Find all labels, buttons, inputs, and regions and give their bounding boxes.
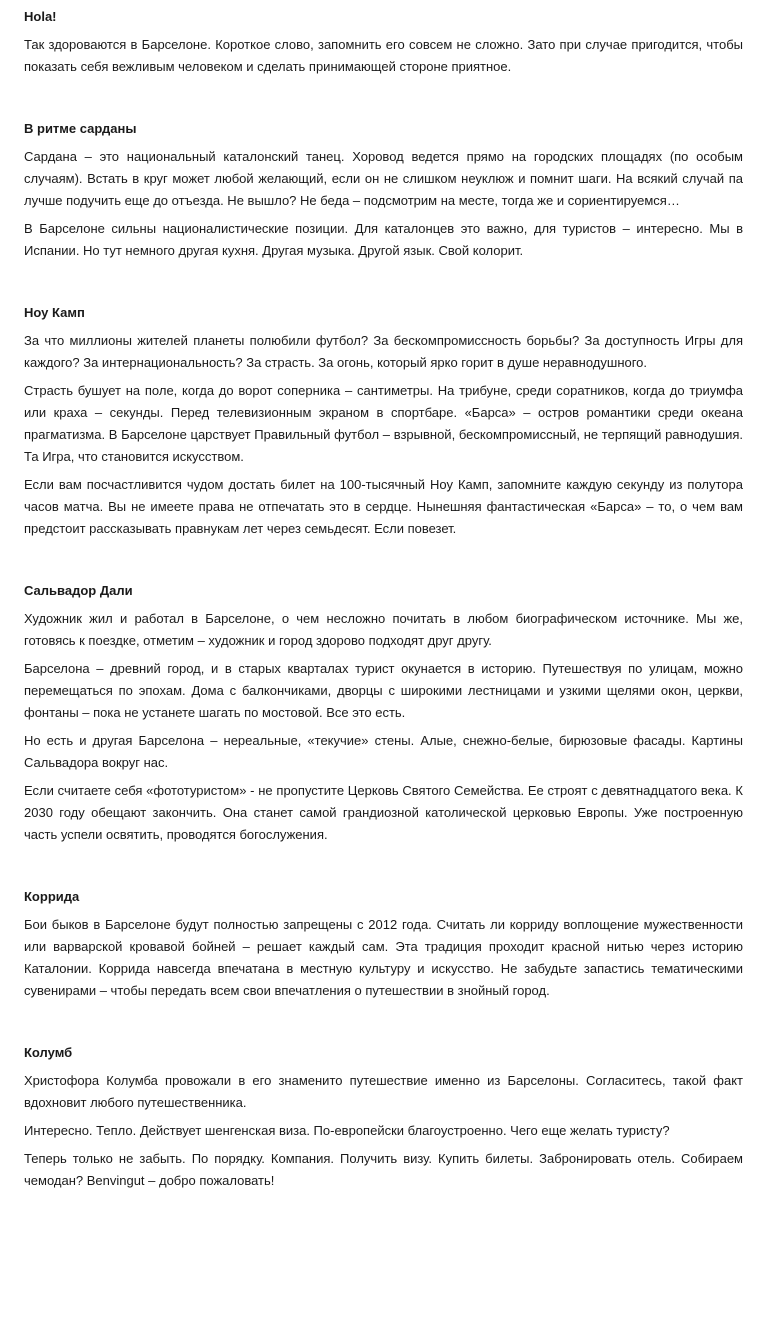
paragraph: Бои быков в Барселоне будут полностью запрещены с 2012 года. Считать ли корриду воплощение мужественности или варварской кровавой бойней – решает каждый сам. Эта традиция проходит красной нитью через историю Каталонии. Коррида навсегда впечатана в местную культуру и искусство. Не забудьте запастись тематическими сувенирами – чтобы передать всем свои впечатления о путешествии в знойный город.	[24, 917, 743, 998]
section-sardana	[24, 118, 743, 262]
paragraph: Теперь только не забыть. По порядку. Компания. Получить визу. Купить билеты. Забронировать отель. Собираем чемодан? Benvingut – добро пожаловать!	[24, 1151, 743, 1188]
paragraph: Если считаете себя «фототуристом» - не пропустите Церковь Святого Семейства. Ее строят с девятнадцатого века. К 2030 году обещают закончить. Она станет самой грандиозной католической церковью Европы. Уже построенную часть успели освятить, проводятся богослужения.	[24, 783, 743, 842]
paragraph: Интересно. Тепло. Действует шенгенская виза. По-европейски благоустроенно. Чего еще желать туристу?	[24, 1123, 670, 1138]
paragraph: Так здороваются в Барселоне. Короткое слово, запомнить его совсем не сложно. Зато при случае пригодится, чтобы показать себя вежливым человеком и сделать принимающей стороне приятное.	[24, 37, 743, 74]
paragraph: Художник жил и работал в Барселоне, о чем несложно почитать в любом биографическом источнике. Мы же, готовясь к поездке, отметим – художник и город здорово подходят друг другу.	[24, 611, 743, 648]
section-dali	[24, 580, 743, 846]
paragraph: Страсть бушует на поле, когда до ворот соперника – сантиметры. На трибуне, среди соратников, когда до триумфа или краха – секунды. Перед телевизионным экраном в спортбаре. «Барса» – остров романтики среди океана прагматизма. В Барселоне царствует Правильный футбол – взрывной, бескомпромиссный, не терпящий равнодушия. Та Игра, что становится искусством.	[24, 383, 743, 464]
section-columbus	[24, 1042, 743, 1192]
paragraph: Барселона – древний город, и в старых кварталах турист окунается в историю. Путешествуя по улицам, можно перемещаться по эпохам. Дома с балкончиками, дворцы с широкими лестницами и узкими щелями окон, церкви, фонтаны – пока не устанете шагать по мостовой. Все это есть.	[24, 661, 743, 720]
section-heading: Коррида	[24, 889, 80, 904]
paragraph: Сардана – это национальный каталонский танец. Хоровод ведется прямо на городских площадях (по особым случаям). Встать в круг может любой желающий, если он не слишком неуклюж и помнит шаги. На всякий случай па лучше подучить еще до отъезда. Не вышло? Не беда – подсмотрим на месте, тогда же и сориентируемся…	[24, 149, 743, 208]
section-heading: Колумб	[24, 1045, 73, 1060]
paragraph: Христофора Колумба провожали в его знаменито путешествие именно из Барселоны. Согласитесь, такой факт вдохновит любого путешественника.	[24, 1073, 743, 1110]
section-heading: Сальвадор Дали	[24, 583, 133, 598]
section-heading: Ноу Камп	[24, 305, 85, 320]
paragraph: Но есть и другая Барселона – нереальные, «текучие» стены. Алые, снежно-белые, бирюзовые фасады. Картины Сальвадора вокруг нас.	[24, 733, 743, 770]
section-heading: Hola!	[24, 9, 57, 24]
section-camp-nou	[24, 302, 743, 540]
paragraph: В Барселоне сильны националистические позиции. Для каталонцев это важно, для туристов – интересно. Мы в Испании. Но тут немного другая кухня. Другая музыка. Другой язык. Свой колорит.	[24, 221, 743, 258]
section-hola	[24, 6, 743, 78]
paragraph: За что миллионы жителей планеты полюбили футбол? За бескомпромиссность борьбы? За доступность Игры для каждого? За интернациональность? За страсть. За огонь, который ярко горит в душе неравнодушного.	[24, 333, 743, 370]
section-corrida	[24, 886, 743, 1002]
section-heading: В ритме сарданы	[24, 121, 137, 136]
paragraph: Если вам посчастливится чудом достать билет на 100-тысячный Ноу Камп, запомните каждую секунду из полутора часов матча. Вы не имеете права не отпечатать это в сердце. Нынешняя фантастическая «Барса» – то, о чем вам предстоит рассказывать правнукам лет через семьдесят. Если повезет.	[24, 477, 743, 536]
